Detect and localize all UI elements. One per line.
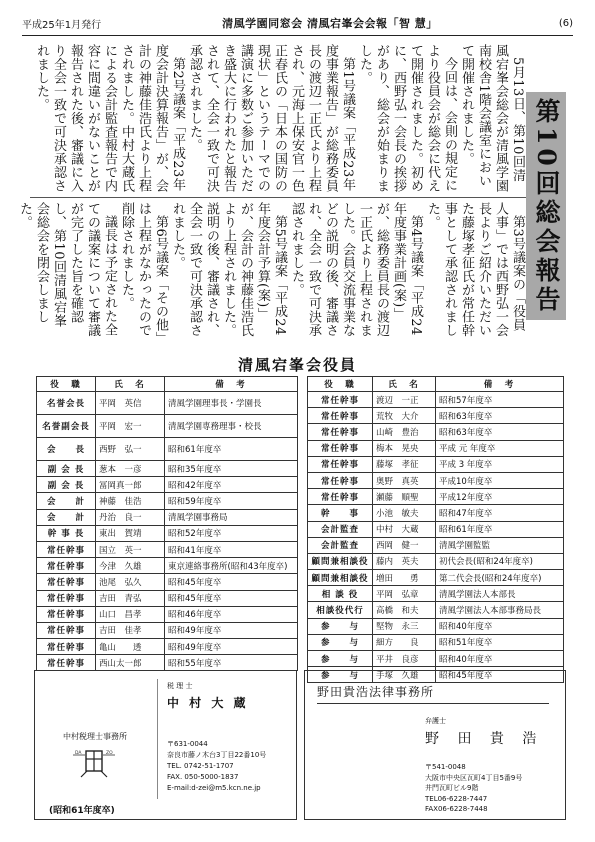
officer-note-cell: 昭和35年度卒 — [165, 461, 298, 477]
officer-note-cell: 平成 元 年度卒 — [436, 440, 564, 456]
officer-name-cell: 山口 昌孝 — [96, 606, 165, 622]
officer-name-cell: 今津 久雄 — [96, 558, 165, 574]
officer-name-cell: 山崎 豊治 — [373, 424, 436, 440]
paragraph: 第2号議案「平成23年度会計決算報告」が、会計の神藤佳浩氏より上程されました。中村大蔵氏による会計監査報告で内容に間違いがないことが報告された後、審議に入り全会一致で可決承認されました。 — [34, 44, 185, 193]
officer-note-cell: 昭和40年度卒 — [436, 651, 564, 667]
officer-role-cell: 常任幹事 — [37, 622, 96, 638]
table-row — [37, 438, 298, 461]
officer-name-cell: 国立 英一 — [96, 541, 165, 557]
officer-name-cell: 池尾 弘久 — [96, 574, 165, 590]
column-header-note: 備 考 — [165, 377, 298, 392]
fax-number: FAX. 050-5000-1837 — [167, 773, 239, 781]
table-row — [308, 440, 564, 456]
officer-role-cell: 参 与 — [308, 667, 373, 683]
officer-role-cell: 常任幹事 — [308, 392, 373, 408]
officer-name-cell: 丹治 良一 — [96, 509, 165, 525]
officer-name-cell: 手塚 久雄 — [373, 667, 436, 683]
table-row — [37, 461, 298, 477]
officer-role-cell: 常任幹事 — [308, 472, 373, 488]
paragraph: 第3号議案の「役員人事」では西野弘一会長よりご紹介いただいた藤塚孝征氏が常任幹事として承認されました。 — [425, 202, 525, 337]
officer-name-cell: 藤塚 孝征 — [373, 456, 436, 472]
officer-role-cell: 参 与 — [308, 618, 373, 634]
ad-divider — [157, 679, 158, 799]
officer-role-cell: 常任幹事 — [37, 574, 96, 590]
officer-name-cell: 中村 大蔵 — [373, 521, 436, 537]
officer-note-cell: 清風学園法人本部事務局長 — [436, 602, 564, 618]
firm-underline — [317, 703, 549, 704]
officer-note-cell: 昭和61年度卒 — [436, 521, 564, 537]
table-row — [37, 606, 298, 622]
column-header-name: 氏 名 — [96, 377, 165, 392]
officers-heading: 清風宕峯会役員 — [237, 356, 357, 374]
table-row — [308, 456, 564, 472]
officer-name-cell: 平井 良彦 — [373, 651, 436, 667]
officer-note-cell: 第二代会長(昭和24年度卒) — [436, 570, 564, 586]
officer-note-cell: 昭和42年度卒 — [165, 477, 298, 493]
officer-name-cell: 平岡 宏一 — [96, 415, 165, 438]
officer-note-cell: 昭和59年度卒 — [165, 493, 298, 509]
officer-name-cell: 平岡 英信 — [96, 392, 165, 415]
table-row — [308, 634, 564, 650]
officer-name-cell: 増田 勇 — [373, 570, 436, 586]
column-header-name: 氏 名 — [373, 377, 436, 392]
officer-name-cell: 小池 敏夫 — [373, 505, 436, 521]
report-body-lower — [17, 202, 526, 340]
officer-role-cell: 副 会 長 — [37, 477, 96, 493]
officer-note-cell: 昭和47年度卒 — [436, 505, 564, 521]
table-row — [308, 424, 564, 440]
officer-name-cell: 梅本 晃央 — [373, 440, 436, 456]
officer-name-cell: 平岡 弘章 — [373, 586, 436, 602]
officer-note-cell: 昭和46年度卒 — [165, 606, 298, 622]
table-row — [37, 493, 298, 509]
officer-note-cell: 昭和41年度卒 — [165, 541, 298, 557]
table-row — [37, 622, 298, 638]
officer-role-cell: 会 計 — [37, 509, 96, 525]
general-meeting-report — [17, 40, 570, 342]
paragraph: 第6号議案「その他」は上程がなかったので削除されました。 — [119, 202, 168, 339]
postal-code: 〒541-0048 — [425, 763, 466, 771]
table-header-row — [37, 377, 298, 392]
person-name: 中 村 大 蔵 — [167, 696, 249, 710]
officer-note-cell: 昭和61年度卒 — [165, 438, 298, 461]
contact-block — [167, 739, 292, 794]
officer-role-cell: 参 与 — [308, 634, 373, 650]
officer-note-cell: 昭和57年度卒 — [436, 392, 564, 408]
phone-number: TEL06-6228-7447 — [425, 794, 488, 803]
phone-number: TEL. 0742-51-1707 — [167, 762, 234, 770]
officer-role-cell: 参 与 — [308, 651, 373, 667]
report-body-upper — [30, 44, 526, 194]
table-row — [308, 521, 564, 537]
issue-date: 平成25年1月発行 — [22, 19, 102, 31]
table-row — [37, 558, 298, 574]
table-row — [37, 639, 298, 655]
table-row — [37, 574, 298, 590]
officer-note-cell: 昭和40年度卒 — [436, 618, 564, 634]
table-row — [308, 505, 564, 521]
page-number: (6) — [558, 17, 573, 29]
officer-name-cell: 冨岡真一郎 — [96, 477, 165, 493]
paragraph: 議長は予定された全ての議案について審議が完了した旨を確認し、第10回清風宕峯会総会を閉会しました。 — [17, 202, 117, 337]
table-row — [308, 602, 564, 618]
officer-name-cell: 吉田 佳孝 — [96, 622, 165, 638]
officer-name-cell: 吉田 青弘 — [96, 590, 165, 606]
svg-text:DA: DA — [75, 751, 82, 756]
officer-note-cell: 昭和49年度卒 — [165, 622, 298, 638]
table-row — [37, 415, 298, 438]
table-row — [308, 408, 564, 424]
profession-label: 弁護士 — [425, 717, 446, 725]
column-divider — [30, 197, 526, 198]
contact-block — [425, 762, 560, 815]
officer-note-cell: 昭和49年度卒 — [165, 639, 298, 655]
table-header-row — [308, 377, 564, 392]
daizo-logo-icon — [73, 749, 115, 779]
ad-right-panel — [425, 716, 560, 815]
officer-note-cell: 清風学園理事長・学園長 — [165, 392, 298, 415]
person-name: 野 田 貴 浩 — [425, 731, 544, 747]
officer-note-cell: 平成12年度卒 — [436, 489, 564, 505]
address-line-1: 大阪市中央区瓦町4丁目5番9号 — [425, 773, 523, 782]
officer-role-cell: 幹 事 長 — [37, 525, 96, 541]
officer-role-cell: 常任幹事 — [308, 424, 373, 440]
paragraph: 第4号議案「平成24年度事業計画(案)」が、総務委員長の渡辺一正氏より上程されました。会員交流事業などの説明の後、審議され、全会一致で可決承認されました。 — [289, 202, 423, 337]
officer-name-cell: 瀬藤 順聖 — [373, 489, 436, 505]
officer-name-cell: 堅物 永三 — [373, 618, 436, 634]
officer-role-cell: 会計監査 — [308, 537, 373, 553]
column-header-note: 備 考 — [436, 377, 564, 392]
officer-role-cell: 常任幹事 — [37, 558, 96, 574]
officer-name-cell: 東出 賀靖 — [96, 525, 165, 541]
officer-note-cell: 昭和52年度卒 — [165, 525, 298, 541]
officer-note-cell: 昭和45年度卒 — [165, 574, 298, 590]
officer-name-cell: 西岡 健一 — [373, 537, 436, 553]
newsletter-title: 清風学園同窓会 清風宕峯会会報「智 慧」 — [222, 17, 438, 30]
officer-role-cell: 名誉会長 — [37, 392, 96, 415]
officer-role-cell: 常任幹事 — [308, 408, 373, 424]
officer-role-cell: 幹 事 — [308, 505, 373, 521]
table-row — [308, 570, 564, 586]
officer-name-cell: 高橋 和夫 — [373, 602, 436, 618]
paragraph: 今回は、会則の規定により役員会が総会に代えて開催されました。初めに、西野弘一会長の挨拶があり、総会が始まりました。 — [357, 44, 457, 193]
article-title-box — [526, 92, 566, 320]
officer-role-cell: 相談役代行 — [308, 602, 373, 618]
office-name: 中村税理士事務所 — [63, 732, 127, 741]
officer-role-cell: 顧問兼相談役 — [308, 553, 373, 569]
page-header — [22, 14, 573, 36]
officer-name-cell: 渡辺 一正 — [373, 392, 436, 408]
table-row — [37, 590, 298, 606]
profession-label: 税 理 士 — [167, 682, 193, 690]
officer-role-cell: 常任幹事 — [308, 440, 373, 456]
officer-note-cell: 昭和51年度卒 — [436, 634, 564, 650]
officer-note-cell: 昭和45年度卒 — [436, 667, 564, 683]
officer-note-cell: 昭和45年度卒 — [165, 590, 298, 606]
table-row — [37, 509, 298, 525]
officer-role-cell: 常任幹事 — [37, 655, 96, 671]
officer-name-cell: 西野 弘一 — [96, 438, 165, 461]
officer-role-cell: 会 長 — [37, 438, 96, 461]
officer-note-cell: 初代会長(昭和24年度卒) — [436, 553, 564, 569]
officer-role-cell: 常任幹事 — [308, 456, 373, 472]
paragraph: 第1号議案「平成23年度事業報告」が総務委員長の渡辺一正氏より上程され、元海上保安官一色正春氏の「日本の国防の現状」というテーマでの講演に多数ご参加いただき盛大に行われたと報告されて、全会一致で可決承認されました。 — [187, 44, 355, 193]
officer-note-cell: 清風学園専務理事・校長 — [165, 415, 298, 438]
column-header-role: 役 職 — [308, 377, 373, 392]
officer-note-cell: 昭和63年度卒 — [436, 424, 564, 440]
officer-role-cell: 会計監査 — [308, 521, 373, 537]
officer-note-cell: 清風学園法人本部長 — [436, 586, 564, 602]
officer-role-cell: 常任幹事 — [37, 639, 96, 655]
paragraph: 5月13日、第10回清風宕峯会総会が清風学園南校舎1階会議室において開催されました。 — [459, 44, 525, 193]
officer-name-cell: 葱本 一彦 — [96, 461, 165, 477]
officer-note-cell: 清風学園監監 — [436, 537, 564, 553]
officer-note-cell: 昭和55年度卒 — [165, 655, 298, 671]
officer-name-cell: 神藤 佳浩 — [96, 493, 165, 509]
officer-name-cell: 亀山 透 — [96, 639, 165, 655]
ad-left-panel — [41, 677, 149, 816]
table-row — [37, 525, 298, 541]
table-row — [37, 541, 298, 557]
officer-role-cell: 常任幹事 — [308, 489, 373, 505]
officer-note-cell: 昭和63年度卒 — [436, 408, 564, 424]
officer-name-cell: 荒牧 大介 — [373, 408, 436, 424]
officer-role-cell: 相 談 役 — [308, 586, 373, 602]
officer-role-cell: 名誉副会長 — [37, 415, 96, 438]
officer-note-cell: 東京連絡事務所(昭和43年度卒) — [165, 558, 298, 574]
table-row — [308, 553, 564, 569]
noda-law-office-ad — [304, 670, 566, 820]
officer-name-cell: 藤内 英夫 — [373, 553, 436, 569]
ad-right-panel — [167, 681, 292, 794]
table-row — [308, 392, 564, 408]
officers-table-right — [307, 376, 564, 683]
officers-table-left — [36, 376, 298, 671]
table-row — [37, 392, 298, 415]
officers-table-right-body — [308, 392, 564, 683]
officer-role-cell: 常任幹事 — [37, 541, 96, 557]
column-header-role: 役 職 — [37, 377, 96, 392]
table-row — [37, 477, 298, 493]
officer-name-cell: 奥野 真英 — [373, 472, 436, 488]
officer-name-cell: 西山太一郎 — [96, 655, 165, 671]
officer-role-cell: 会 計 — [37, 493, 96, 509]
address: 奈良市藤ノ木台3丁目22番10号 — [167, 751, 267, 759]
officer-note-cell: 清風学園事務局 — [165, 509, 298, 525]
officer-name-cell: 細方 良 — [373, 634, 436, 650]
table-row — [308, 618, 564, 634]
table-row — [308, 586, 564, 602]
table-row — [308, 472, 564, 488]
table-row — [308, 489, 564, 505]
officer-note-cell: 平成 3 年度卒 — [436, 456, 564, 472]
postal-code: 〒631-0044 — [167, 740, 208, 748]
graduation-year: (昭和61年度卒) — [49, 806, 115, 816]
table-row — [308, 537, 564, 553]
officer-role-cell: 常任幹事 — [37, 606, 96, 622]
officer-role-cell: 副 会 長 — [37, 461, 96, 477]
email-address: E-mail:d-zei@m5.kcn.ne.jp — [167, 784, 261, 792]
svg-text:ZO: ZO — [106, 751, 113, 756]
officers-table-left-body — [37, 392, 298, 671]
officer-role-cell: 顧問兼相談役 — [308, 570, 373, 586]
nakamura-tax-office-ad — [34, 670, 297, 820]
table-row — [37, 655, 298, 671]
fax-number: FAX06-6228-7448 — [425, 805, 488, 813]
article-title: 第10回総会報告 — [532, 97, 561, 315]
officer-note-cell: 平成10年度卒 — [436, 472, 564, 488]
officer-role-cell: 常任幹事 — [37, 590, 96, 606]
firm-name: 野田貴浩法律事務所 — [317, 685, 435, 699]
table-row — [308, 651, 564, 667]
paragraph: 第5号議案「平成24年度会計予算(案)」が、会計の神藤佳浩氏より上程されました。説明の後、審議され、全会一致で可決承認されました。 — [170, 202, 287, 337]
address-line-2: 井門瓦町ビル9階 — [425, 784, 479, 792]
